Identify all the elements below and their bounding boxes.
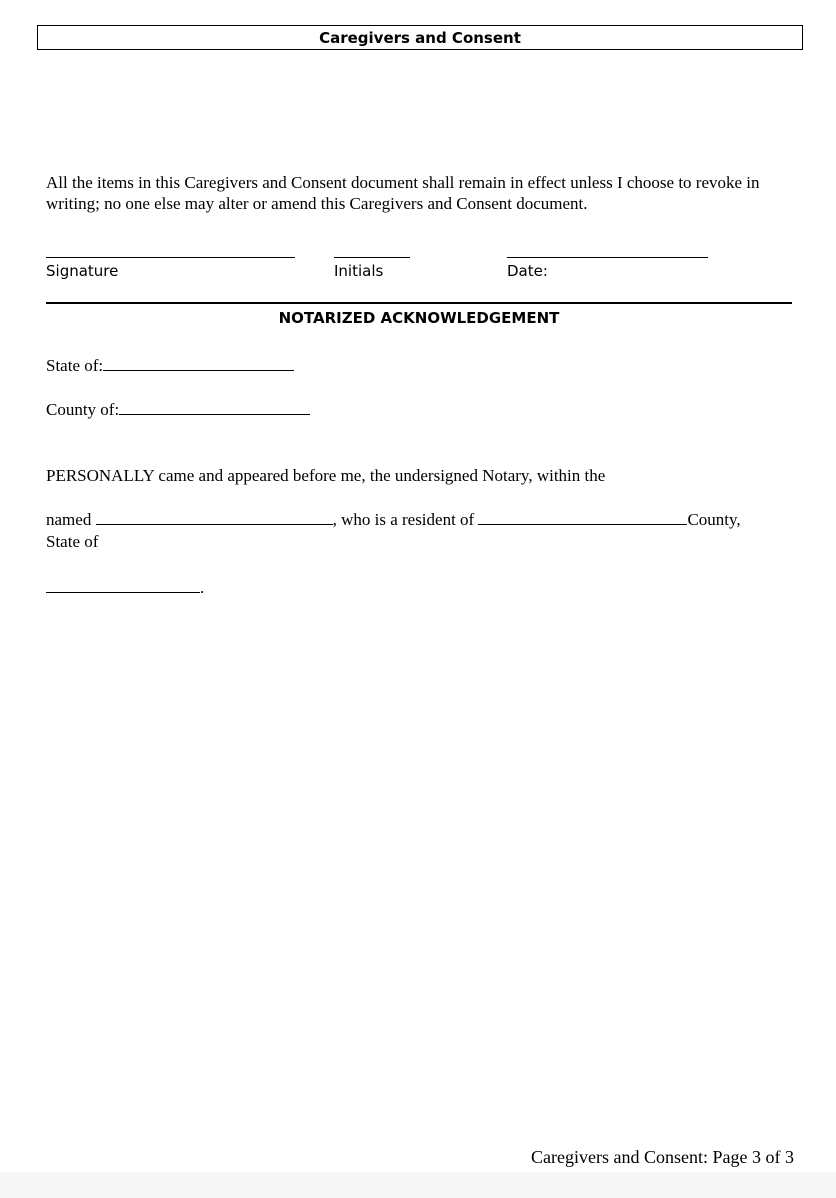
county-suffix: County, (687, 510, 741, 529)
state-input-line[interactable] (103, 355, 294, 371)
county-field (46, 399, 310, 420)
resident-county-input-line[interactable] (478, 509, 687, 525)
section-divider (46, 302, 792, 304)
final-period: . (200, 578, 205, 597)
state-field (46, 355, 294, 376)
appeared-text: PERSONALLY came and appeared before me, the undersigned Notary, within the (46, 466, 606, 485)
intro-paragraph: All the items in this Caregivers and Consent document shall remain in effect unless I choose to revoke in writing; no one else may alter or amend this Caregivers and Consent document. (46, 173, 760, 213)
page-title: Caregivers and Consent (319, 28, 521, 47)
state-of-row (46, 577, 204, 598)
county-label: County of: (46, 400, 120, 419)
state-of-input-line[interactable] (46, 577, 200, 593)
named-input-line[interactable] (96, 509, 333, 525)
county-input-line[interactable] (119, 399, 310, 415)
date-line[interactable] (507, 257, 708, 258)
signature-line[interactable] (46, 257, 295, 258)
signature-label: Signature (46, 262, 119, 280)
header-box (37, 25, 803, 50)
resident-text: , who is a resident of (332, 510, 475, 529)
initials-line[interactable] (334, 257, 410, 258)
notary-heading: NOTARIZED ACKNOWLEDGEMENT (278, 309, 560, 327)
state-label: State of: (46, 356, 104, 375)
bottom-strip (0, 1172, 836, 1198)
date-label: Date: (507, 262, 548, 280)
initials-label: Initials (334, 262, 384, 280)
page-footer: Caregivers and Consent: Page 3 of 3 (531, 1147, 794, 1167)
named-label: named (46, 510, 92, 529)
state-of-label: State of (46, 532, 99, 551)
named-row (46, 509, 741, 530)
